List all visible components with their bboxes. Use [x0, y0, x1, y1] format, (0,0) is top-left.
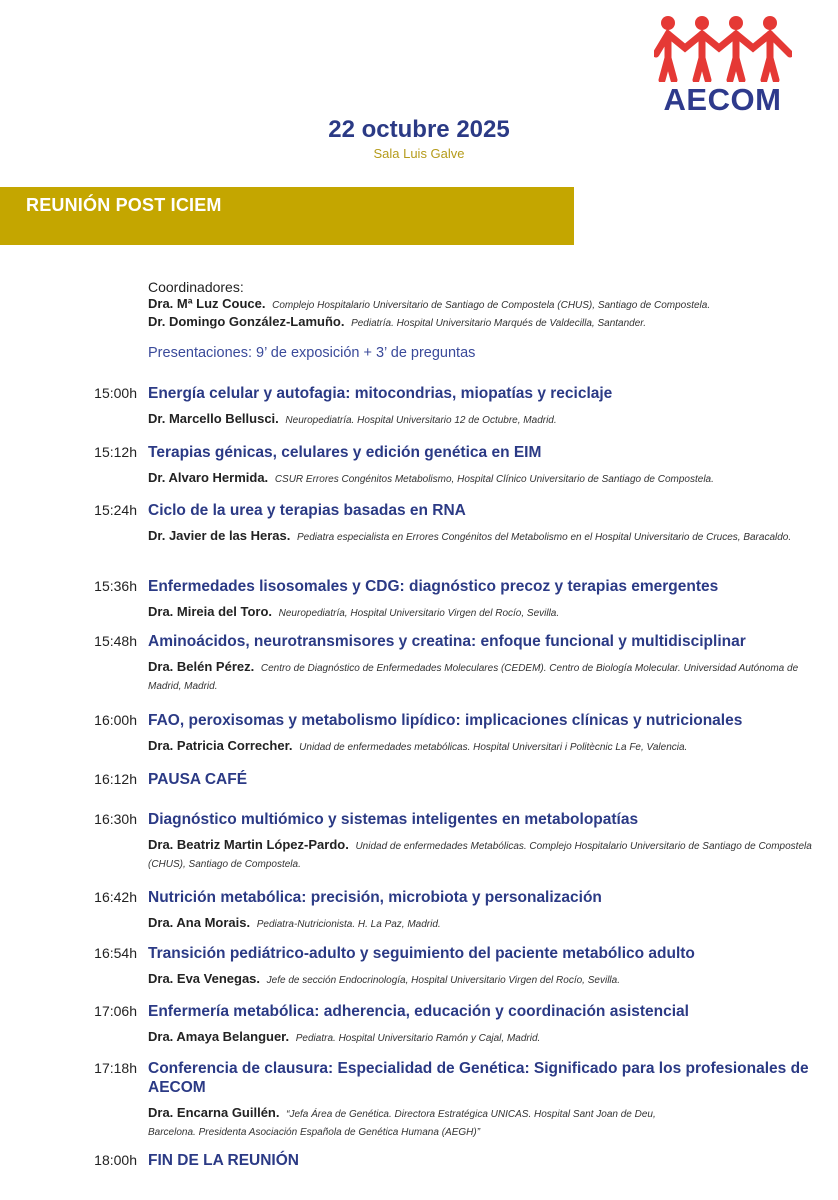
coordinator-name: Dra. Mª Luz Couce.: [148, 296, 266, 311]
speaker-name: Dra. Belén Pérez.: [148, 659, 255, 674]
session-title: Enfermería metabólica: adherencia, educación y coordinación asistencial: [148, 1003, 689, 1020]
session-time: 17:18h: [94, 1060, 137, 1076]
session-title: Ciclo de la urea y terapias basadas en RNA: [148, 502, 466, 519]
session-speaker: [148, 837, 812, 873]
speaker-name: Dra. Beatriz Martin López-Pardo.: [148, 837, 349, 852]
session-speaker: [148, 470, 812, 488]
session-time: 15:00h: [94, 385, 137, 401]
speaker-affiliation: Jefe de sección Endocrinología, Hospital Universitario Virgen del Rocío, Sevilla.: [266, 975, 620, 986]
session-time: 15:48h: [94, 633, 137, 649]
section-banner: [0, 187, 574, 245]
speaker-affiliation: Pediatra. Hospital Universitario Ramón y Cajal, Madrid.: [295, 1033, 541, 1044]
speaker-name: Dra. Eva Venegas.: [148, 971, 261, 986]
speaker-name: Dra. Ana Morais.: [148, 915, 251, 930]
speaker-name: Dra. Patricia Correcher.: [148, 738, 293, 753]
session-time: 18:00h: [94, 1152, 137, 1168]
speaker-affiliation: Neuropediatría. Hospital Universitario 12 de Octubre, Madrid.: [285, 415, 557, 426]
speaker-affiliation: Unidad de enfermedades Metabólicas. Complejo Hospitalario Universitario de Santiago de Compostela (CHUS), Santiago de Compostela.: [148, 841, 812, 870]
event-venue: Sala Luis Galve: [373, 146, 465, 161]
session-title: Diagnóstico multiómico y sistemas inteligentes en metabolopatías: [148, 811, 639, 828]
speaker-name: Dr. Marcello Bellusci.: [148, 411, 279, 426]
speaker-name: Dr. Alvaro Hermida.: [148, 470, 269, 485]
coordinator-affiliation: Complejo Hospitalario Universitario de Santiago de Compostela (CHUS), Santiago de Compostela.: [272, 300, 711, 311]
speaker-affiliation: “Jefa Área de Genética. Directora Estratégica UNICAS. Hospital Sant Joan de Deu, Barcelona. Presidenta Asociación Española de Genética Humana (AEGH)”: [148, 1109, 656, 1138]
session-time: 17:06h: [94, 1003, 137, 1019]
coordinator: [148, 296, 818, 314]
session-speaker: [148, 604, 812, 622]
event-date: 22 octubre 2025: [328, 116, 510, 143]
session-speaker: [148, 1105, 688, 1141]
session-time: 16:54h: [94, 945, 137, 961]
coordinator-name: Dr. Domingo González-Lamuño.: [148, 314, 345, 329]
session-title: FAO, peroxisomas y metabolismo lipídico: implicaciones clínicas y nutricionales: [148, 712, 743, 729]
session-speaker: [148, 659, 812, 695]
speaker-name: Dra. Mireia del Toro.: [148, 604, 273, 619]
session-time: 15:36h: [94, 578, 137, 594]
session-time: 15:12h: [94, 444, 137, 460]
session-speaker: [148, 1029, 812, 1047]
speaker-affiliation: CSUR Errores Congénitos Metabolismo, Hospital Clínico Universitario de Santiago de Compostela.: [274, 474, 714, 485]
speaker-affiliation: Centro de Diagnóstico de Enfermedades Moleculares (CEDEM). Centro de Biología Molecular. Universidad Autónoma de Madrid, Madrid.: [148, 663, 799, 692]
speaker-affiliation: Unidad de enfermedades metabólicas. Hospital Universitari i Politècnic La Fe, Valencia.: [299, 742, 688, 753]
people-chain-icon: [654, 14, 792, 82]
presentations-note: Presentaciones: 9’ de exposición + 3’ de preguntas: [148, 345, 476, 361]
session-time: 16:30h: [94, 811, 137, 827]
session-time: 16:12h: [94, 771, 137, 787]
speaker-name: Dra. Amaya Belanguer.: [148, 1029, 290, 1044]
session-speaker: [148, 915, 812, 933]
session-title: Transición pediátrico-adulto y seguimiento del paciente metabólico adulto: [148, 945, 695, 962]
speaker-affiliation: Neuropediatría, Hospital Universitario Virgen del Rocío, Sevilla.: [278, 608, 560, 619]
coordinators-label: Coordinadores:: [148, 279, 244, 295]
break-title: PAUSA CAFÉ: [148, 771, 248, 788]
session-time: 15:24h: [94, 502, 137, 518]
session-speaker: [148, 971, 812, 989]
speaker-name: Dra. Encarna Guillén.: [148, 1105, 280, 1120]
aecom-logo: [650, 14, 795, 117]
speaker-affiliation: Pediatra especialista en Errores Congénitos del Metabolismo en el Hospital Universitario de Cruces, Baracaldo.: [297, 532, 792, 543]
speaker-name: Dr. Javier de las Heras.: [148, 528, 291, 543]
end-title: FIN DE LA REUNIÓN: [148, 1152, 299, 1169]
session-title: Nutrición metabólica: precisión, microbiota y personalización: [148, 889, 602, 906]
logo-text: AECOM: [663, 82, 782, 117]
session-time: 16:42h: [94, 889, 137, 905]
coordinators-block: [148, 279, 818, 332]
speaker-affiliation: Pediatra-Nutricionista. H. La Paz, Madrid.: [256, 919, 441, 930]
session-speaker: [148, 528, 812, 546]
session-speaker: [148, 738, 812, 756]
session-title: Terapias génicas, celulares y edición genética en EIM: [148, 444, 542, 461]
session-time: 16:00h: [94, 712, 137, 728]
banner-title: REUNIÓN POST ICIEM: [26, 195, 222, 215]
session-title: Conferencia de clausura: Especialidad de Genética: Significado para los profesionales de AECOM: [148, 1060, 809, 1096]
coordinator: [148, 314, 818, 332]
session-title: Energía celular y autofagia: mitocondrias, miopatías y reciclaje: [148, 385, 613, 402]
coordinator-affiliation: Pediatría. Hospital Universitario Marqués de Valdecilla, Santander.: [351, 318, 647, 329]
session-title: Aminoácidos, neurotransmisores y creatina: enfoque funcional y multidisciplinar: [148, 633, 746, 650]
session-speaker: [148, 411, 812, 429]
session-title: Enfermedades lisosomales y CDG: diagnóstico precoz y terapias emergentes: [148, 578, 719, 595]
